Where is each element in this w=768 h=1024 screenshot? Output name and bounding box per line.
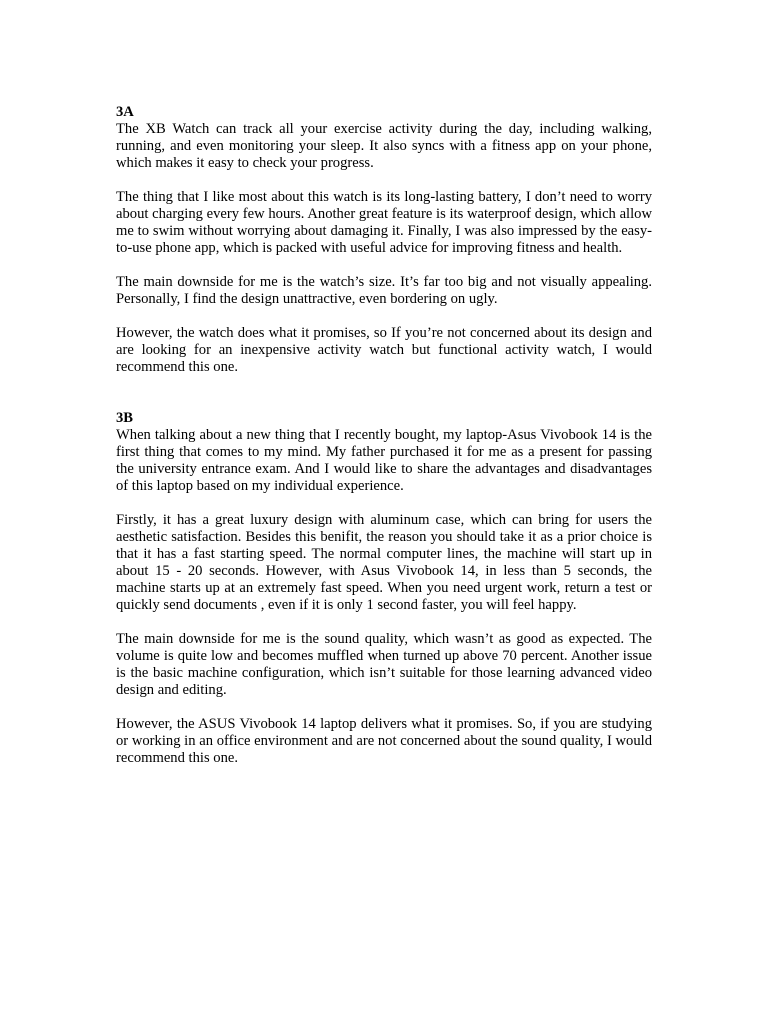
paragraph: When talking about a new thing that I recently bought, my laptop-Asus Vivobook 14 is the first thing that comes to my mind. My father purchased it for me as a present for passing the university entrance exam. And I would like to share the advantages and disadvantages of this laptop based on my individual experience. <box>116 427 652 494</box>
document-page <box>116 104 652 784</box>
paragraph: However, the watch does what it promises, so If you’re not concerned about its design and are looking for an inexpensive activity watch but functional activity watch, I would recommend this one. <box>116 325 652 375</box>
paragraph: Firstly, it has a great luxury design with aluminum case, which can bring for users the aesthetic satisfaction. Besides this benifit, the reason you should take it as a prior choice is that it has a fast starting speed. The normal computer lines, the machine will start up in about 15 - 20 seconds. However, with Asus Vivobook 14, in less than 5 seconds, the machine starts up at an extremely fast speed. When you need urgent work, return a test or quickly send documents , even if it is only 1 second faster, you will feel happy. <box>116 512 652 613</box>
section-3a <box>116 104 652 376</box>
paragraph: However, the ASUS Vivobook 14 laptop delivers what it promises. So, if you are studying or working in an office environment and are not concerned about the sound quality, I would recommend this one. <box>116 716 652 766</box>
paragraph: The thing that I like most about this watch is its long-lasting battery, I don’t need to worry about charging every few hours. Another great feature is its waterproof design, which allow me to swim without worrying about damaging it. Finally, I was also impressed by the easy-to-use phone app, which is packed with useful advice for improving fitness and health. <box>116 189 652 256</box>
section-divider <box>116 393 652 410</box>
paragraph: The main downside for me is the watch’s size. It’s far too big and not visually appealing. Personally, I find the design unattractive, even bordering on ugly. <box>116 274 652 307</box>
section-heading: 3A <box>116 104 134 120</box>
section-3b <box>116 410 652 767</box>
section-heading: 3B <box>116 410 134 426</box>
paragraph: The main downside for me is the sound quality, which wasn’t as good as expected. The volume is quite low and becomes muffled when turned up above 70 percent. Another issue is the basic machine configuration, which isn’t suitable for those learning advanced video design and editing. <box>116 631 652 698</box>
paragraph: The XB Watch can track all your exercise activity during the day, including walking, running, and even monitoring your sleep. It also syncs with a fitness app on your phone, which makes it easy to check your progress. <box>116 121 652 171</box>
